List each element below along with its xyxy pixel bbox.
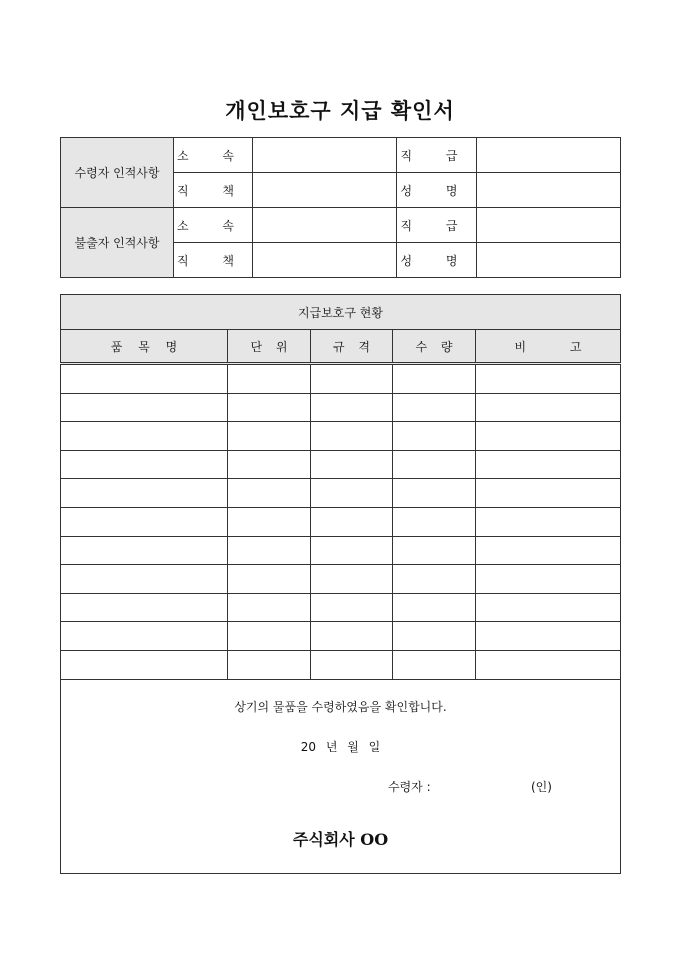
table-row [61, 622, 621, 651]
table-row [61, 450, 621, 479]
remarks-cell[interactable] [476, 450, 621, 479]
issuer-affiliation-field[interactable] [253, 208, 397, 243]
quantity-cell[interactable] [393, 422, 476, 451]
issuer-info-label: 불출자 인적사항 [61, 208, 174, 278]
section-title: 지급보호구 현황 [61, 295, 621, 330]
remarks-cell[interactable] [476, 507, 621, 536]
quantity-cell[interactable] [393, 536, 476, 565]
table-row [61, 593, 621, 622]
spec-cell[interactable] [311, 507, 393, 536]
spec-cell[interactable] [311, 593, 393, 622]
remarks-cell[interactable] [476, 393, 621, 422]
unit-cell[interactable] [228, 536, 311, 565]
rank-label: 직 급 [397, 138, 477, 173]
table-row [61, 650, 621, 679]
item-name-cell[interactable] [61, 650, 228, 679]
unit-cell[interactable] [228, 450, 311, 479]
issuer-rank-field[interactable] [477, 208, 621, 243]
document-title: 개인보호구 지급 확인서 [225, 98, 455, 123]
remarks-cell[interactable] [476, 364, 621, 394]
unit-cell[interactable] [228, 593, 311, 622]
quantity-cell[interactable] [393, 393, 476, 422]
quantity-cell[interactable] [393, 622, 476, 651]
unit-cell[interactable] [228, 479, 311, 508]
receiver-rank-field[interactable] [477, 138, 621, 173]
remarks-cell[interactable] [476, 422, 621, 451]
table-row [61, 565, 621, 594]
confirmation-section [61, 679, 621, 873]
remarks-cell[interactable] [476, 593, 621, 622]
column-header-item-name: 품 목 명 [61, 330, 228, 364]
quantity-cell[interactable] [393, 479, 476, 508]
column-header-quantity: 수 량 [393, 330, 476, 364]
spec-cell[interactable] [311, 450, 393, 479]
table-row [61, 422, 621, 451]
item-name-cell[interactable] [61, 622, 228, 651]
affiliation-label: 소 속 [174, 138, 253, 173]
table-row [61, 536, 621, 565]
remarks-cell[interactable] [476, 479, 621, 508]
unit-cell[interactable] [228, 422, 311, 451]
receiver-affiliation-field[interactable] [253, 138, 397, 173]
column-header-unit: 단 위 [228, 330, 311, 364]
item-name-cell[interactable] [61, 565, 228, 594]
issuer-position-field[interactable] [253, 243, 397, 278]
unit-cell[interactable] [228, 622, 311, 651]
item-name-cell[interactable] [61, 593, 228, 622]
receiver-name-field[interactable] [477, 173, 621, 208]
quantity-cell[interactable] [393, 593, 476, 622]
item-name-cell[interactable] [61, 450, 228, 479]
table-row [61, 507, 621, 536]
column-header-remarks: 비 고 [476, 330, 621, 364]
spec-cell[interactable] [311, 479, 393, 508]
name-label: 성 명 [397, 173, 477, 208]
position-label: 직 책 [174, 173, 253, 208]
unit-cell[interactable] [228, 364, 311, 394]
issuer-name-field[interactable] [477, 243, 621, 278]
date-line: 20 년 월 일 [300, 739, 381, 754]
item-name-cell[interactable] [61, 536, 228, 565]
quantity-cell[interactable] [393, 507, 476, 536]
unit-cell[interactable] [228, 393, 311, 422]
unit-cell[interactable] [228, 507, 311, 536]
affiliation-label: 소 속 [174, 208, 253, 243]
quantity-cell[interactable] [393, 450, 476, 479]
receiver-info-label: 수령자 인적사항 [61, 138, 174, 208]
column-header-spec: 규 격 [311, 330, 393, 364]
quantity-cell[interactable] [393, 565, 476, 594]
receiver-signature-label: 수령자 : [388, 779, 431, 794]
item-name-cell[interactable] [61, 393, 228, 422]
name-label: 성 명 [397, 243, 477, 278]
spec-cell[interactable] [311, 364, 393, 394]
receiver-position-field[interactable] [253, 173, 397, 208]
quantity-cell[interactable] [393, 364, 476, 394]
spec-cell[interactable] [311, 565, 393, 594]
remarks-cell[interactable] [476, 565, 621, 594]
position-label: 직 책 [174, 243, 253, 278]
seal-mark: (인) [531, 779, 552, 794]
item-name-cell[interactable] [61, 507, 228, 536]
item-name-cell[interactable] [61, 364, 228, 394]
quantity-cell[interactable] [393, 650, 476, 679]
remarks-cell[interactable] [476, 650, 621, 679]
spec-cell[interactable] [311, 650, 393, 679]
table-row [61, 364, 621, 394]
item-name-cell[interactable] [61, 479, 228, 508]
table-row [61, 479, 621, 508]
rank-label: 직 급 [397, 208, 477, 243]
confirmation-text: 상기의 물품을 수령하였음을 확인합니다. [234, 699, 447, 714]
unit-cell[interactable] [228, 565, 311, 594]
spec-cell[interactable] [311, 422, 393, 451]
remarks-cell[interactable] [476, 622, 621, 651]
unit-cell[interactable] [228, 650, 311, 679]
spec-cell[interactable] [311, 622, 393, 651]
remarks-cell[interactable] [476, 536, 621, 565]
equipment-table [60, 294, 621, 874]
table-row [61, 393, 621, 422]
company-name: 주식회사 OO [292, 829, 389, 849]
item-name-cell[interactable] [61, 422, 228, 451]
personal-info-table [60, 137, 621, 278]
spec-cell[interactable] [311, 393, 393, 422]
spec-cell[interactable] [311, 536, 393, 565]
